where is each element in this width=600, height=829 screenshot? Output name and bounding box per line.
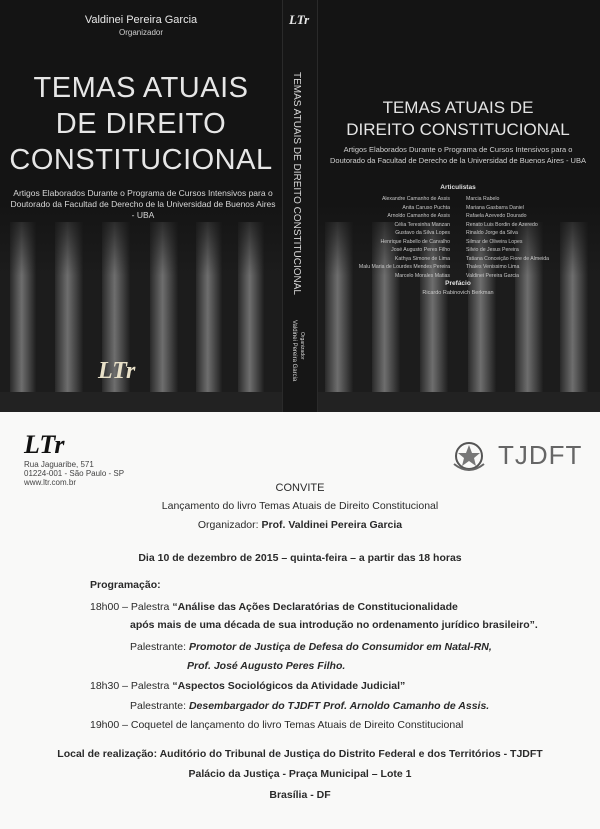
back-subtitle-line1: Artigos Elaborados Durante o Programa de Cursos Intensivos para o: [343, 145, 573, 154]
articulista: Kathya Simone de Lima: [394, 255, 450, 262]
cover-organizer-name: Valdinei Pereira Garcia: [84, 14, 198, 26]
back-subtitle-line2: Doutorado da Facultad de Derecho de la Universidad de Buenos Aires - UBA: [330, 156, 586, 165]
spine-logo: LTr: [289, 12, 310, 27]
articulista: Malu Maria de Lourdes Mendes Pereira: [358, 264, 450, 270]
articulista: Rafaela Azevedo Dourado: [466, 213, 527, 219]
articulista: Thales Venissimo Lima: [466, 264, 520, 270]
articulista: Marcia Rabelo: [466, 196, 500, 202]
invitation-card: [0, 412, 600, 829]
launch-line: Lançamento do livro Temas Atuais de Direito Constitucional: [161, 500, 439, 512]
program-item-3: 19h00 – Coquetel de lançamento do livro Temas Atuais de Direito Constitucional: [90, 719, 464, 731]
articulista: Silmar de Oliveira Lopes: [466, 238, 523, 245]
articulista: Alexandre Camanho de Assis: [381, 196, 450, 202]
cover-title-line2: DE DIREITO: [55, 108, 227, 140]
venue-line3: Brasília - DF: [269, 789, 331, 801]
address-line2: 01224-001 - São Paulo - SP: [24, 469, 125, 478]
address-line1: Rua Jaguaribe, 571: [24, 460, 94, 469]
articulistas-left: [359, 195, 450, 280]
program-item-1-title-cont: após mais de uma década de sua introdução no ordenamento jurídico brasileiro”.: [130, 619, 538, 631]
address-line3: www.ltr.com.br: [24, 478, 77, 487]
book-title: Temas Atuais de Direito Constitucional: [259, 500, 439, 512]
spine-role: Organizador: [299, 332, 305, 360]
articulista: Tatiana Conceição Fiore de Almeida: [466, 255, 550, 262]
back-cover: [316, 0, 600, 412]
event-date: Dia 10 de dezembro de 2015 – quinta-feira – a partir das 18 horas: [138, 552, 462, 564]
organizer-line: Organizador: Prof. Valdinei Pereira Garcia: [197, 519, 403, 531]
program-item-1: 18h00 – Palestra “Análise das Ações Declaratórias de Constitucionalidade: [90, 601, 458, 613]
articulista: Renato Luis Bordin de Azeredo: [466, 221, 538, 228]
back-title-line1: TEMAS ATUAIS DE: [382, 98, 534, 117]
cover-subtitle-line2: Doutorado da Facultad de Derecho de la Universidad de Buenos Aires - UBA: [10, 199, 276, 220]
invitation-heading: CONVITE: [275, 482, 325, 494]
articulista: Arnoldo Camanho de Assis: [387, 213, 450, 219]
articulista: José Augusto Peres Filho: [391, 247, 450, 253]
prefacio-name: Ricardo Rabinovich Berkman: [422, 290, 494, 296]
book-cover: [0, 0, 600, 412]
program-item-2-speaker: Palestrante: Desembargador do TJDFT Prof. Arnoldo Camanho de Assis.: [130, 700, 490, 712]
prefacio-heading: Prefácio: [445, 280, 471, 287]
articulista: Valdinei Pereira Garcia: [466, 272, 519, 279]
articulista: Mariana Gasbarra Daniel: [466, 204, 524, 211]
program-item-2: 18h30 – Palestra “Aspectos Sociológicos da Atividade Judicial”: [90, 680, 406, 692]
front-cover: [0, 0, 282, 412]
program-item-1-speaker-name: Prof. José Augusto Peres Filho.: [187, 660, 346, 672]
coat-of-arms-icon: [448, 436, 490, 478]
articulista: Silvio de Jesus Pereira: [466, 247, 519, 253]
articulista: Anita Caruso Puchta: [402, 204, 450, 211]
articulista: Marcelo Morales Matias: [394, 272, 450, 279]
articulistas-heading: Articulistas: [440, 184, 476, 191]
program-heading: Programação:: [90, 579, 161, 591]
cover-subtitle-line1: Artigos Elaborados Durante o Programa de Cursos Intensivos para o: [13, 188, 273, 198]
articulista: Gustavo da Silva Lopes: [395, 230, 450, 236]
venue-line1: Local de realização: Auditório do Tribunal de Justiça do Distrito Federal e dos Territórios - TJDFT: [57, 748, 543, 760]
invitation-publisher-logo: LTr: [24, 430, 65, 459]
spine-author: Valdinei Pereira Garcia: [291, 320, 297, 382]
tjdft-logo-text: TJDFT: [498, 440, 583, 470]
articulistas-right: [466, 195, 549, 280]
organizer-name: Prof. Valdinei Pereira Garcia: [261, 519, 403, 531]
venue-line2: Palácio da Justiça - Praça Municipal – Lote 1: [188, 768, 412, 780]
articulista: Rinaldo Jorge da Silva: [466, 230, 518, 236]
program-item-1-speaker: Palestrante: Promotor de Justiça de Defesa do Consumidor em Natal-RN,: [130, 641, 492, 653]
book-spine: [282, 0, 318, 412]
cover-title-line3: CONSTITUCIONAL: [9, 144, 273, 176]
cover-title-line1: TEMAS ATUAIS: [33, 72, 249, 104]
cover-organizer-role: Organizador: [118, 28, 164, 37]
publisher-logo: LTr: [98, 358, 136, 384]
articulista: Célia Teresinha Manzan: [394, 221, 450, 228]
back-title-line2: DIREITO CONSTITUCIONAL: [346, 120, 570, 139]
articulista: Henrique Rabello de Carvalho: [380, 238, 450, 245]
spine-title: TEMAS ATUAIS DE DIREITO CONSTITUCIONAL: [291, 72, 302, 295]
